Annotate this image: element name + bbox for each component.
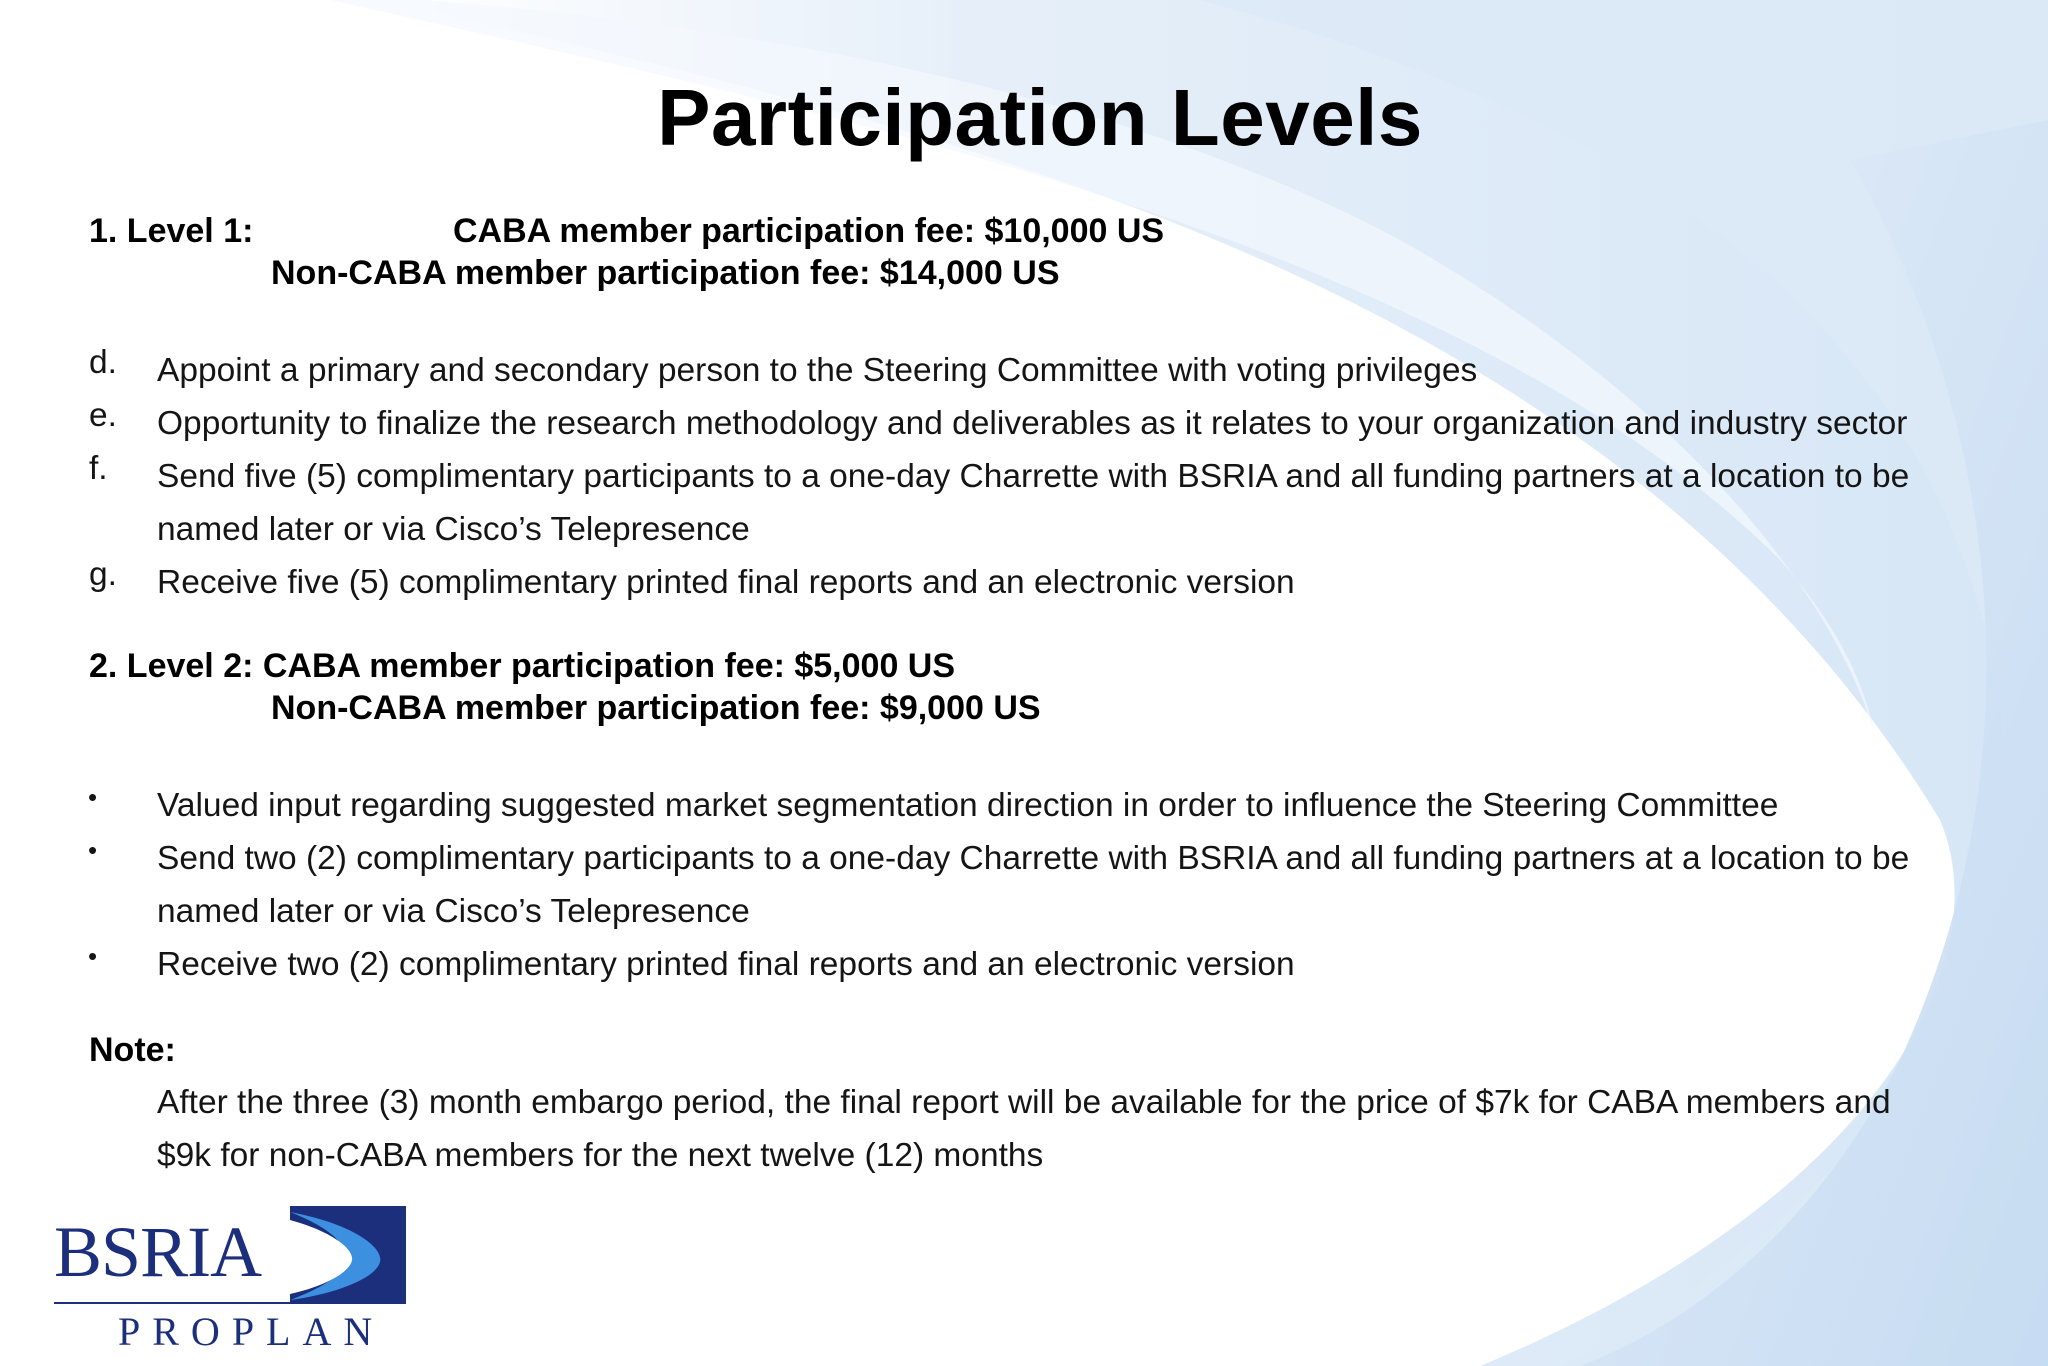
note-label: Note: — [89, 1031, 176, 1069]
logo-subtitle: PROPLAN — [118, 1309, 385, 1354]
bsria-proplan-logo — [54, 1206, 414, 1356]
list-marker: g. — [89, 556, 117, 593]
note-text-continuation: $9k for non-CABA members for the next twelve (12) months — [157, 1137, 1044, 1174]
level1-non-caba-fee: Non-CABA member participation fee: $14,000 US — [271, 254, 1060, 292]
list-item: Send two (2) complimentary participants to a one-day Charrette with BSRIA and all funding partners at a location to be — [157, 840, 1910, 877]
list-marker: e. — [89, 397, 117, 434]
level2-non-caba-fee: Non-CABA member participation fee: $9,000 US — [271, 689, 1041, 727]
list-item: Opportunity to finalize the research methodology and deliverables as it relates to your organization and industry sector — [157, 405, 1908, 442]
list-item: Send five (5) complimentary participants to a one-day Charrette with BSRIA and all funding partners at a location to be — [157, 458, 1910, 495]
list-item: Receive five (5) complimentary printed final reports and an electronic version — [157, 564, 1295, 601]
bullet-marker: • — [88, 941, 98, 971]
bullet-marker: • — [88, 835, 98, 865]
list-item-continuation: named later or via Cisco’s Telepresence — [157, 893, 750, 930]
list-item: Receive two (2) complimentary printed final reports and an electronic version — [157, 946, 1295, 983]
note-text: After the three (3) month embargo period, the final report will be available for the price of $7k for CABA members and — [157, 1084, 1891, 1121]
level2-label: 2. Level 2: CABA member participation fee: $5,000 US — [89, 647, 956, 685]
list-item-continuation: named later or via Cisco’s Telepresence — [157, 511, 750, 548]
logo-wordmark: BSRIA — [54, 1212, 262, 1292]
list-item: Appoint a primary and secondary person to the Steering Committee with voting privileges — [157, 352, 1478, 389]
level1-caba-fee: CABA member participation fee: $10,000 US — [453, 212, 1165, 250]
list-marker: d. — [89, 344, 117, 381]
level1-label: 1. Level 1: — [89, 212, 254, 250]
list-item: Valued input regarding suggested market segmentation direction in order to influence the Steering Committee — [157, 787, 1779, 824]
bullet-marker: • — [88, 782, 98, 812]
list-marker: f. — [89, 450, 108, 487]
page-title: Participation Levels — [657, 73, 1423, 162]
